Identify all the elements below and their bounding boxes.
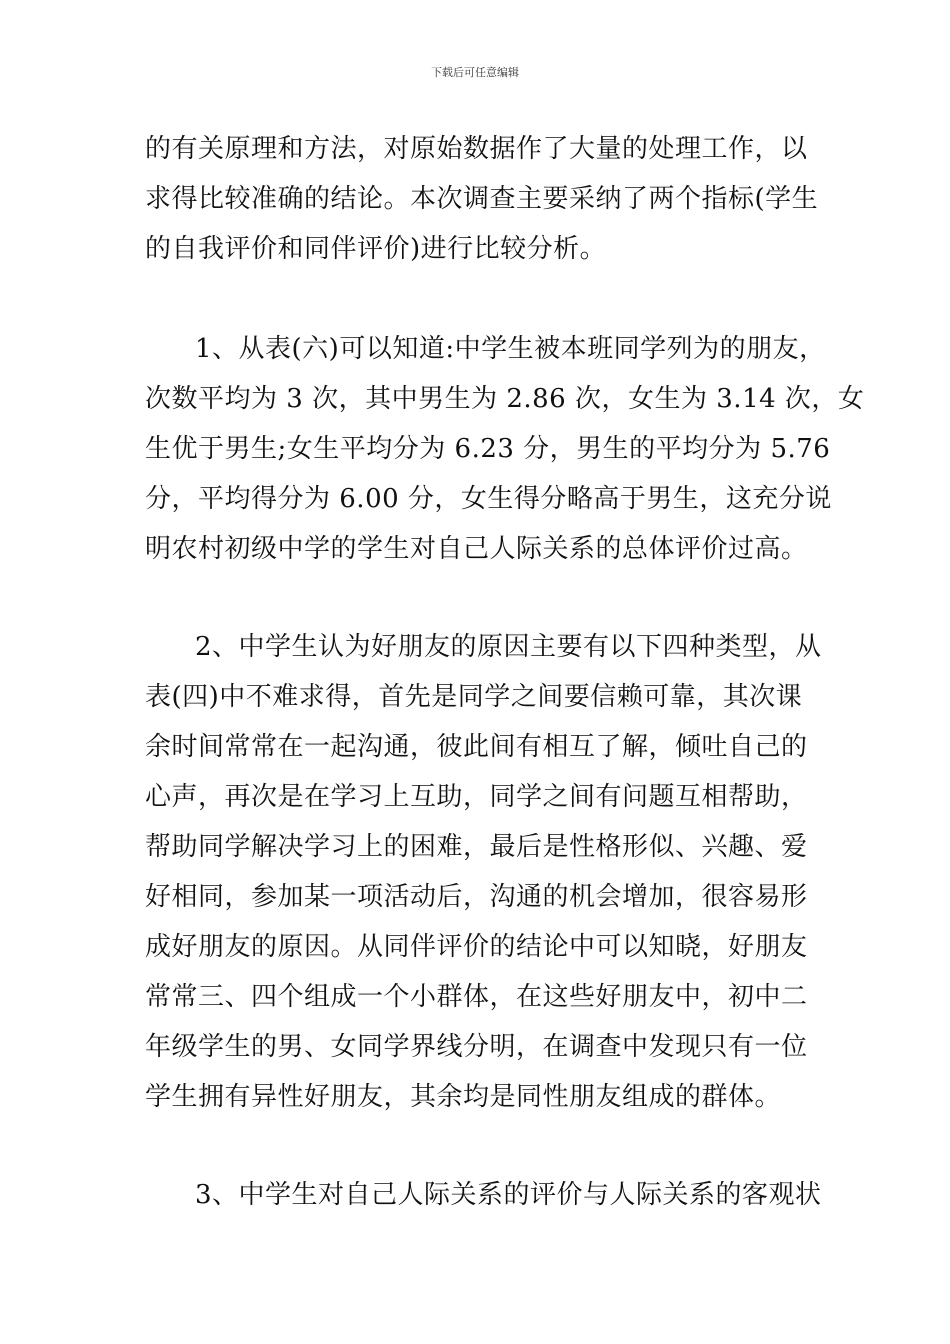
text-line: 的有关原理和方法，对原始数据作了大量的处理工作，以 <box>145 134 808 164</box>
text-line: 常常三、四个组成一个小群体，在这些好朋友中，初中二 <box>145 982 808 1012</box>
text-line: 2、中学生认为好朋友的原因主要有以下四种类型，从 <box>195 632 822 662</box>
text-line: 余时间常常在一起沟通，彼此间有相互了解，倾吐自己的 <box>145 732 808 762</box>
text-line: 次数平均为 3 次，其中男生为 2.86 次，女生为 3.14 次，女 <box>145 384 865 414</box>
text-line: 帮助同学解决学习上的困难，最后是性格形似、兴趣、爱 <box>145 832 808 862</box>
text-line: 3、中学生对自己人际关系的评价与人际关系的客观状 <box>195 1180 822 1210</box>
text-line: 成好朋友的原因。从同伴评价的结论中可以知晓，好朋友 <box>145 932 808 962</box>
page-header: 下载后可任意编辑 <box>431 66 519 79</box>
text-line: 年级学生的男、女同学界线分明，在调查中发现只有一位 <box>145 1032 808 1062</box>
text-line: 表(四)中不难求得，首先是同学之间要信赖可靠，其次课 <box>145 682 803 712</box>
text-line: 1、从表(六)可以知道:中学生被本班同学列为的朋友， <box>195 334 826 364</box>
text-line: 求得比较准确的结论。本次调查主要采纳了两个指标(学生 <box>145 184 819 214</box>
text-line: 心声，再次是在学习上互助，同学之间有问题互相帮助， <box>145 782 808 812</box>
text-line: 好相同，参加某一项活动后，沟通的机会增加，很容易形 <box>145 882 808 912</box>
text-line: 分，平均得分为 6.00 分，女生得分略高于男生，这充分说 <box>145 484 832 514</box>
text-line: 的自我评价和同伴评价)进行比较分析。 <box>145 234 607 264</box>
text-line: 生优于男生;女生平均分为 6.23 分，男生的平均分为 5.76 <box>145 434 831 464</box>
text-line: 明农村初级中学的学生对自己人际关系的总体评价过高。 <box>145 534 808 564</box>
text-line: 学生拥有异性好朋友，其余均是同性朋友组成的群体。 <box>145 1082 782 1112</box>
